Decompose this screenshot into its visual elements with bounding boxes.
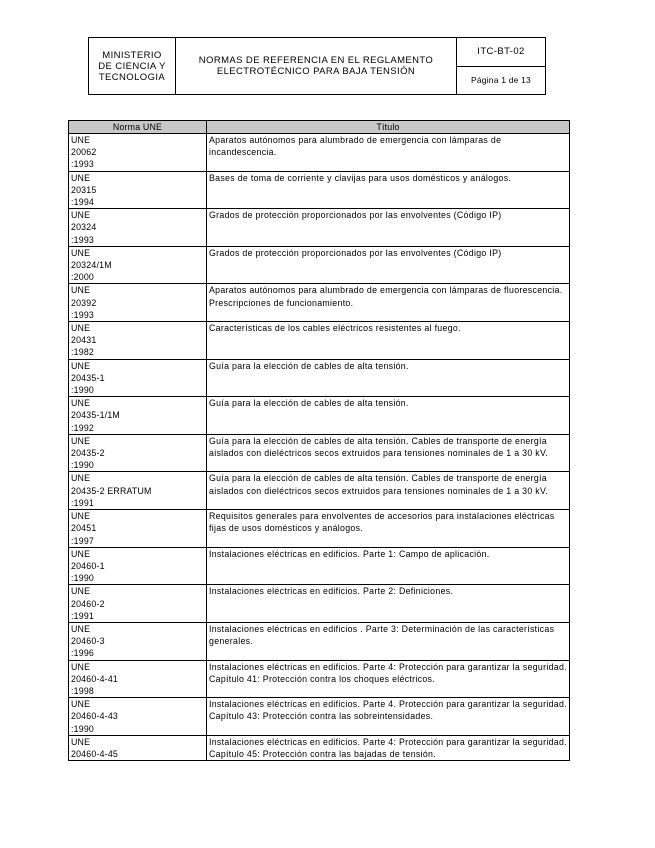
norma-code-cell (69, 472, 207, 510)
norma-code-cell (69, 434, 207, 472)
norma-code-line: 20324 (71, 222, 97, 233)
norma-title-cell: Instalaciones eléctricas en edificios. Parte 4: Protección para garantizar la seguridad. Capítulo 41: Protección contra los choques eléctricos. (207, 660, 570, 698)
norma-code-line: UNE (71, 699, 91, 710)
column-header-norma: Norma UNE (69, 121, 207, 134)
norma-title-cell: Guía para la elección de cables de alta tensión. Cables de transporte de energía aislados con dieléctricos secos extruidos para tensiones nominales de 1 a 30 kV. (207, 434, 570, 472)
ministry-line: TECNOLOGIA (98, 71, 166, 83)
table-row (69, 322, 570, 360)
norma-code-line: 20435-2 (71, 448, 105, 459)
norms-table (68, 120, 570, 761)
document-title-line: NORMAS DE REFERENCIA EN EL REGLAMENTO (198, 55, 434, 66)
norma-code-line: UNE (71, 473, 91, 484)
norma-code-cell (69, 246, 207, 284)
table-row (69, 359, 570, 397)
norma-code-cell (69, 585, 207, 623)
norma-title-cell: Instalaciones eléctricas en edificios . Parte 3: Determinación de las características generales. (207, 622, 570, 660)
norma-code-line: UNE (71, 398, 91, 409)
table-row (69, 171, 570, 209)
norma-code-line: :1993 (71, 234, 95, 245)
norma-code-line: :1990 (71, 385, 95, 396)
norma-code-line: :1994 (71, 197, 95, 208)
norma-code-line: UNE (71, 661, 91, 672)
table-row (69, 209, 570, 247)
table-row (69, 735, 570, 760)
norma-code-line: 20460-4-41 (71, 673, 118, 684)
norma-code-line: :1998 (71, 685, 95, 696)
norma-code-line: 20460-1 (71, 560, 105, 571)
norma-code-cell (69, 322, 207, 360)
norma-code-line: :1990 (71, 573, 95, 584)
table-row (69, 472, 570, 510)
norma-title-cell: Características de los cables eléctricos resistentes al fuego. (207, 322, 570, 360)
norma-code-cell (69, 735, 207, 760)
norma-code-line: :1996 (71, 648, 95, 659)
norma-code-line: 20435-1 (71, 372, 105, 383)
norma-title-cell: Guía para la elección de cables de alta tensión. Cables de transporte de energía aislados con dieléctricos secos extruidos para tensiones nominales de 1 a 30 kV. (207, 472, 570, 510)
norma-title-cell: Grados de protección proporcionados por las envolventes (Código IP) (207, 246, 570, 284)
norma-code-line: :1993 (71, 309, 95, 320)
norma-code-cell (69, 359, 207, 397)
norma-code-line: 20460-2 (71, 598, 105, 609)
norma-code-line: UNE (71, 323, 91, 334)
table-row (69, 134, 570, 172)
table-row (69, 547, 570, 585)
norma-code-line: :1982 (71, 347, 95, 358)
norma-code-line: 20431 (71, 335, 97, 346)
document-title-line: ELECTROTÉCNICO PARA BAJA TENSIÓN (216, 66, 416, 77)
norma-code-line: :2000 (71, 272, 95, 283)
norma-code-line: :1997 (71, 535, 95, 546)
norma-title-cell: Requisitos generales para envolventes de accesorios para instalaciones eléctricas fijas de usos domésticos y análogos. (207, 510, 570, 548)
norma-title-cell: Aparatos autónomos para alumbrado de emergencia con lámparas de incandescencia. (207, 134, 570, 172)
table-row (69, 660, 570, 698)
norma-title-cell: Instalaciones eléctricas en edificios. Parte 4. Protección para garantizar la seguridad. Capítulo 43: Protección contra las sobreintensidades. (207, 698, 570, 736)
norma-code-cell (69, 284, 207, 322)
norma-code-line: :1990 (71, 723, 95, 734)
norma-title-cell: Guía para la elección de cables de alta tensión. (207, 359, 570, 397)
norma-code-line: UNE (71, 135, 91, 145)
norma-title-cell: Bases de toma de corriente y clavijas para usos domésticos y análogos. (207, 171, 570, 209)
table-header-row (69, 121, 570, 134)
norma-code-cell (69, 660, 207, 698)
norma-title-cell: Instalaciones eléctricas en edificios. Parte 4: Protección para garantizar la seguridad. Capítulo 45: Protección contra las bajadas de tensión. (207, 735, 570, 760)
norma-title-cell: Grados de protección proporcionados por las envolventes (Código IP) (207, 209, 570, 247)
norma-code-cell (69, 622, 207, 660)
norma-code-line: 20460-3 (71, 636, 105, 647)
table-row (69, 246, 570, 284)
document-code: ITC-BT-02 (457, 38, 546, 67)
norma-title-cell: Instalaciones eléctricas en edificios. Parte 1: Campo de aplicación. (207, 547, 570, 585)
table-row (69, 622, 570, 660)
table-row (69, 698, 570, 736)
norma-code-line: 20392 (71, 297, 97, 308)
norma-code-line: 20451 (71, 523, 97, 534)
norma-code-line: UNE (71, 172, 91, 183)
norma-code-line: UNE (71, 586, 91, 597)
norma-code-cell (69, 510, 207, 548)
norma-code-line: UNE (71, 360, 91, 371)
norma-code-line: UNE (71, 247, 91, 258)
norma-code-line: UNE (71, 435, 91, 446)
page-number: Página 1 de 13 (457, 66, 546, 95)
norma-code-cell (69, 171, 207, 209)
table-row (69, 510, 570, 548)
table-row (69, 284, 570, 322)
document-header (88, 37, 546, 95)
norma-code-line: :1991 (71, 497, 95, 508)
norma-code-line: UNE (71, 210, 91, 221)
norma-code-line: :1992 (71, 422, 95, 433)
norma-code-line: :1991 (71, 610, 95, 621)
norma-code-line: UNE (71, 623, 91, 634)
norma-code-cell (69, 698, 207, 736)
norma-code-line: 20460-4-43 (71, 711, 118, 722)
norma-code-line: 20460-4-45 (71, 748, 118, 759)
document-title-cell (176, 38, 457, 95)
ministry-line: DE CIENCIA Y (98, 60, 166, 72)
norma-title-cell: Aparatos autónomos para alumbrado de emergencia con lámparas de fluorescencia. Prescripciones de funcionamiento. (207, 284, 570, 322)
norma-code-cell (69, 547, 207, 585)
norma-code-cell (69, 397, 207, 435)
norma-code-line: UNE (71, 736, 91, 747)
norma-code-line: 20435-1/1M (71, 410, 120, 421)
norma-code-line: UNE (71, 285, 91, 296)
norma-code-line: 20324/1M (71, 260, 112, 271)
column-header-titulo: Título (207, 121, 570, 134)
norma-code-line: 20315 (71, 184, 97, 195)
ministry-cell (89, 38, 176, 95)
norma-code-line: :1990 (71, 460, 95, 471)
table-row (69, 397, 570, 435)
norma-code-line: :1993 (71, 159, 95, 170)
norma-code-line: 20435-2 ERRATUM (71, 485, 152, 496)
table-row (69, 434, 570, 472)
norma-code-line: 20062 (71, 147, 97, 158)
norma-code-cell (69, 209, 207, 247)
norma-code-line: UNE (71, 511, 91, 522)
norma-code-line: UNE (71, 548, 91, 559)
table-row (69, 585, 570, 623)
norma-code-cell (69, 134, 207, 172)
norma-title-cell: Guía para la elección de cables de alta tensión. (207, 397, 570, 435)
norma-title-cell: Instalaciones eléctricas en edificios. Parte 2: Definiciones. (207, 585, 570, 623)
ministry-line: MINISTERIO (102, 49, 162, 61)
